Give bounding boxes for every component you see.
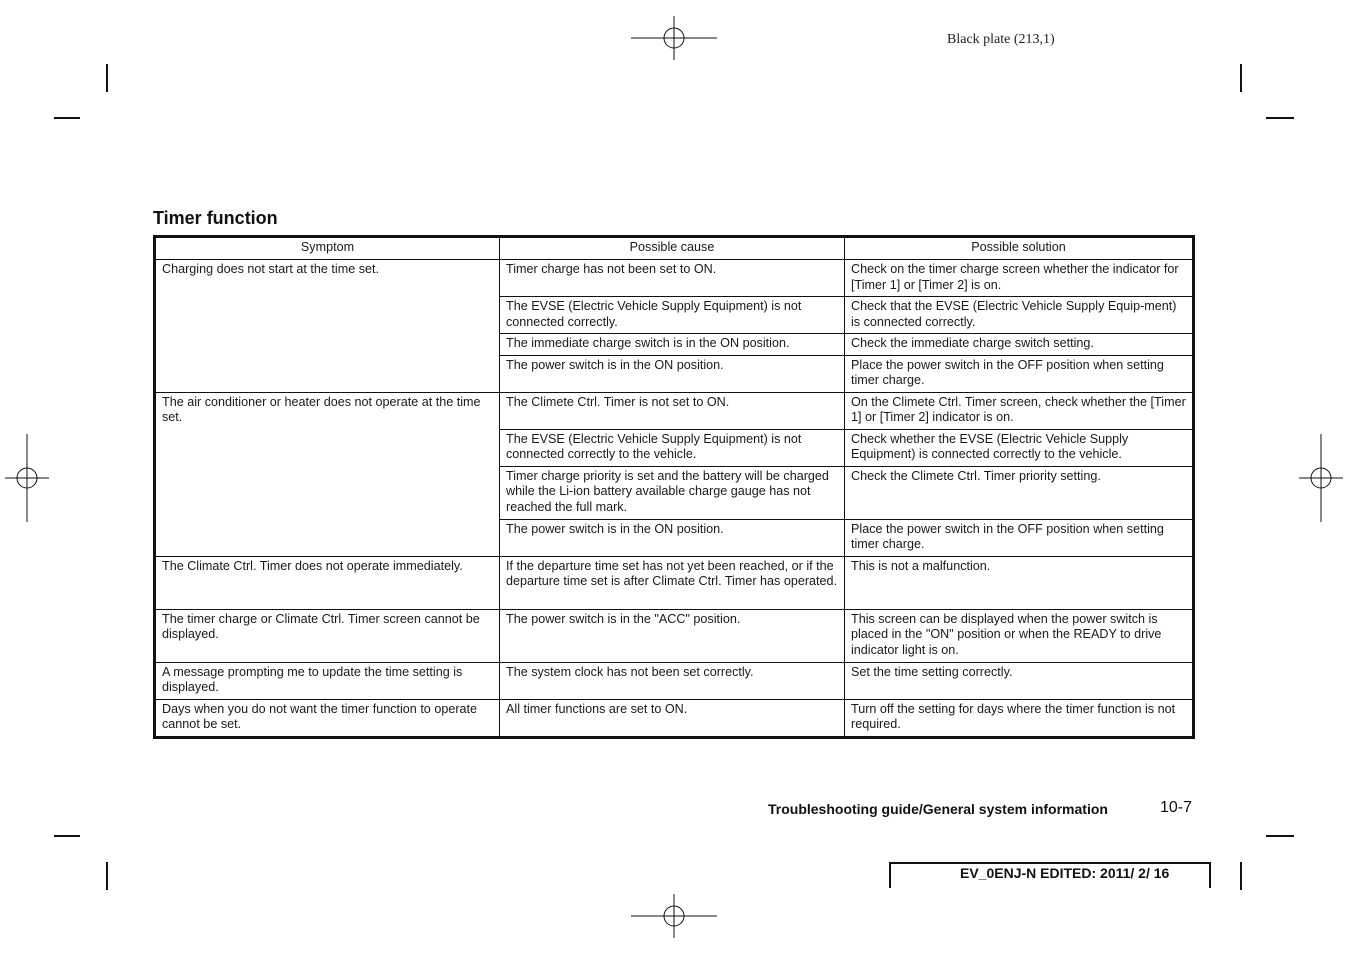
plate-label: Black plate (213,1) — [947, 32, 1055, 47]
registration-mark-top — [631, 16, 717, 60]
cause-cell: The EVSE (Electric Vehicle Supply Equipment) is not connected correctly to the vehicle. — [500, 429, 845, 466]
cause-cell: The immediate charge switch is in the ON position. — [500, 334, 845, 356]
solution-cell: Check whether the EVSE (Electric Vehicle Supply Equipment) is connected correctly to the vehicle. — [845, 429, 1194, 466]
cause-cell: The system clock has not been set correctly. — [500, 662, 845, 699]
cause-cell: If the departure time set has not yet been reached, or if the departure time set is after Climate Ctrl. Timer has operated. — [500, 556, 845, 609]
solution-cell: On the Climete Ctrl. Timer screen, check whether the [Timer 1] or [Timer 2] indicator is on. — [845, 392, 1194, 429]
cause-cell: The power switch is in the ON position. — [500, 355, 845, 392]
solution-cell: Check the Climete Ctrl. Timer priority setting. — [845, 466, 1194, 519]
solution-cell: This screen can be displayed when the power switch is placed in the "ON" position or when the READY to drive indicator light is on. — [845, 609, 1194, 662]
solution-cell: Turn off the setting for days where the timer function is not required. — [845, 699, 1194, 737]
header-symptom: Symptom — [155, 237, 500, 260]
cause-cell: Timer charge priority is set and the battery will be charged while the Li-ion battery available charge gauge has not reached the full mark. — [500, 466, 845, 519]
cause-cell: The Climete Ctrl. Timer is not set to ON. — [500, 392, 845, 429]
table-row — [155, 609, 1194, 662]
footer-section-name: Troubleshooting guide/General system information — [768, 801, 1108, 817]
solution-cell: Place the power switch in the OFF position when setting timer charge. — [845, 519, 1194, 556]
cause-cell: All timer functions are set to ON. — [500, 699, 845, 737]
table-row — [155, 260, 1194, 297]
header-possible-cause: Possible cause — [500, 237, 845, 260]
section-title: Timer function — [153, 208, 278, 228]
troubleshooting-table — [153, 235, 1195, 739]
cause-cell: Timer charge has not been set to ON. — [500, 260, 845, 297]
cause-cell: The EVSE (Electric Vehicle Supply Equipment) is not connected correctly. — [500, 297, 845, 334]
header-possible-solution: Possible solution — [845, 237, 1194, 260]
solution-cell: Check that the EVSE (Electric Vehicle Supply Equip-ment) is connected correctly. — [845, 297, 1194, 334]
symptom-cell: The Climate Ctrl. Timer does not operate immediately. — [155, 556, 500, 609]
cause-cell: The power switch is in the "ACC" position. — [500, 609, 845, 662]
registration-mark-left — [5, 434, 49, 522]
table-row — [155, 662, 1194, 699]
symptom-cell: The air conditioner or heater does not operate at the time set. — [155, 392, 500, 556]
symptom-cell: A message prompting me to update the time setting is displayed. — [155, 662, 500, 699]
solution-cell: Set the time setting correctly. — [845, 662, 1194, 699]
table-row — [155, 699, 1194, 737]
solution-cell: This is not a malfunction. — [845, 556, 1194, 609]
table-row — [155, 556, 1194, 609]
solution-cell: Place the power switch in the OFF position when setting timer charge. — [845, 355, 1194, 392]
page-number: 10-7 — [1160, 799, 1193, 816]
registration-mark-bottom — [631, 894, 717, 938]
edited-stamp: EV_0ENJ-N EDITED: 2011/ 2/ 16 — [960, 865, 1170, 881]
solution-cell: Check on the timer charge screen whether the indicator for [Timer 1] or [Timer 2] is on. — [845, 260, 1194, 297]
registration-mark-right — [1299, 434, 1343, 522]
symptom-cell: Days when you do not want the timer function to operate cannot be set. — [155, 699, 500, 737]
table-row — [155, 392, 1194, 429]
symptom-cell: Charging does not start at the time set. — [155, 260, 500, 393]
solution-cell: Check the immediate charge switch setting. — [845, 334, 1194, 356]
cause-cell: The power switch is in the ON position. — [500, 519, 845, 556]
symptom-cell: The timer charge or Climate Ctrl. Timer screen cannot be displayed. — [155, 609, 500, 662]
table-header-row — [155, 237, 1194, 260]
